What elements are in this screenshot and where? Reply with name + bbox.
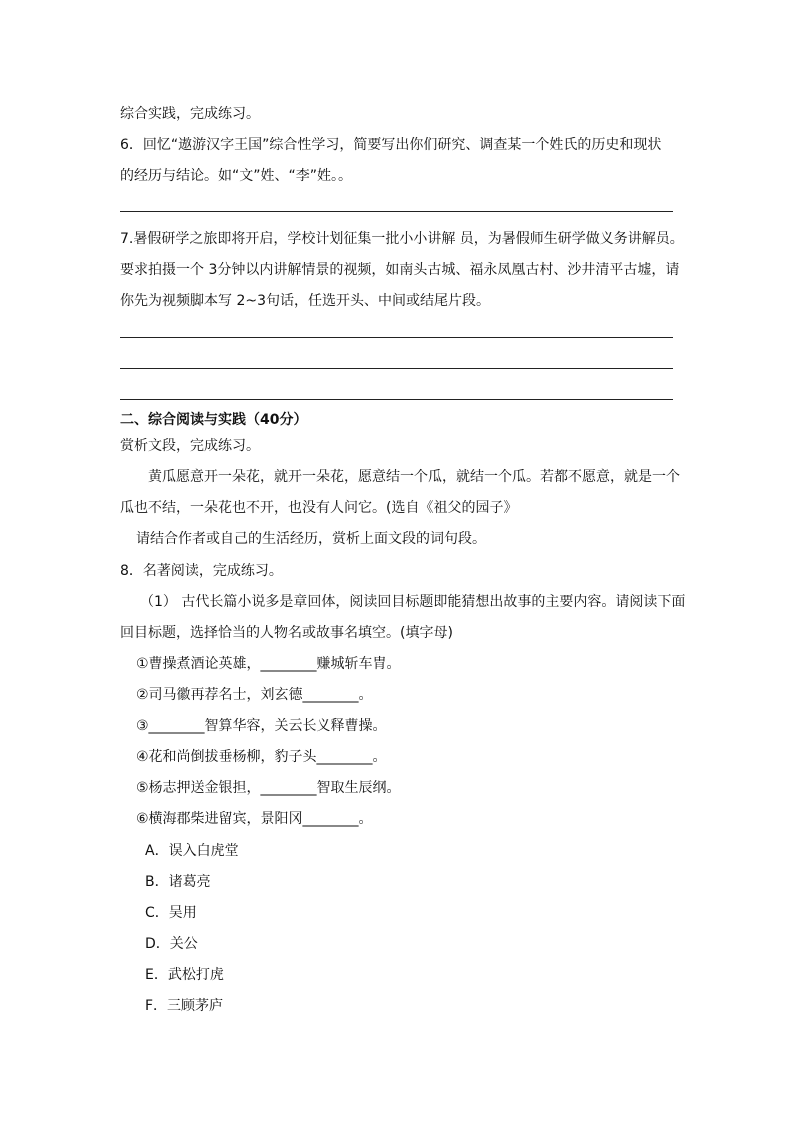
choice-option: B．诸葛亮 [145, 874, 211, 890]
question-8-part-1-line-1: （1） 古代长篇小说多是章回体，阅读回目标题即能猜想出故事的主要内容。请阅读下面 [140, 594, 686, 610]
chapter-title-item: ⑥横海郡柴进留宾，景阳冈________。 [136, 811, 373, 827]
chapter-title-item: ⑤杨志押送金银担，________智取生辰纲。 [136, 780, 401, 796]
question-8-part-1-line-2: 回目标题，选择恰当的人物名或故事名填空。(填字母) [120, 625, 453, 641]
answer-line [120, 368, 673, 369]
question-7-line-3: 你先为视频脚本写 2~3句话，任选开头、中间或结尾片段。 [120, 293, 490, 309]
choice-option: E．武松打虎 [145, 967, 224, 983]
answer-line [120, 211, 673, 212]
answer-line [120, 399, 673, 400]
choice-option: D．关公 [145, 936, 198, 952]
choice-option: F．三顾茅庐 [145, 998, 224, 1014]
passage-line-2: 瓜也不结，一朵花也不开，也没有人问它。(选自《祖父的园子》 [120, 500, 518, 516]
chapter-title-item: ②司马徽再荐名士，刘玄德________。 [136, 687, 373, 703]
section-2-subtitle: 赏析文段，完成练习。 [120, 438, 260, 454]
question-7-line-2: 要求拍摄一个 3分钟以内讲解情景的视频，如南头古城、福永凤凰古村、沙井清平古墟，请 [120, 262, 680, 278]
passage-line-1: 黄瓜愿意开一朵花，就开一朵花，愿意结一个瓜，就结一个瓜。若都不愿意，就是一个 [148, 469, 680, 485]
choice-option: C．吴用 [145, 905, 197, 921]
chapter-title-item: ③________智算华容，关云长义释曹操。 [136, 718, 387, 734]
question-6-line-1: 6．回忆“遨游汉字王国”综合性学习，简要写出你们研究、调查某一个姓氏的历史和现状 [120, 137, 662, 153]
answer-line [120, 337, 673, 338]
appreciation-instruction: 请结合作者或自己的生活经历，赏析上面文段的词句段。 [136, 531, 486, 547]
section-2-heading: 二、综合阅读与实践（40分） [120, 412, 308, 428]
chapter-title-item: ④花和尚倒拔垂杨柳，豹子头________。 [136, 749, 387, 765]
choice-option: A．误入白虎堂 [145, 843, 239, 859]
intro-text: 综合实践，完成练习。 [120, 106, 260, 122]
question-7-line-1: 7.暑假研学之旅即将开启，学校计划征集一批小小讲解 员，为暑假师生研学做义务讲解员。 [120, 231, 684, 247]
question-6-line-2: 的经历与结论。如“文”姓、“李”姓。。 [120, 168, 353, 184]
question-8-title: 8．名著阅读，完成练习。 [120, 563, 283, 579]
chapter-title-item: ①曹操煮酒论英雄，________赚城斩车胄。 [136, 656, 401, 672]
